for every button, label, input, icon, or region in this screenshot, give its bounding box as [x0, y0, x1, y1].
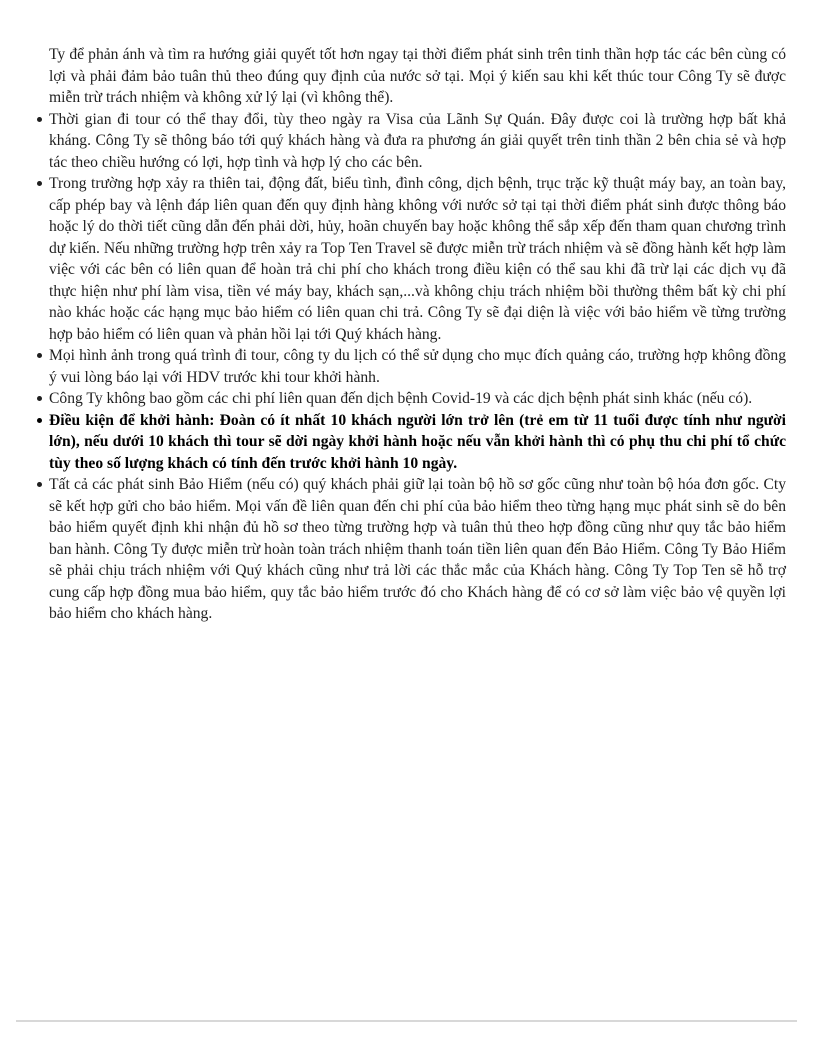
- bullet-icon: [37, 117, 42, 122]
- bullet-icon: [37, 181, 42, 186]
- bullet-icon: [37, 396, 42, 401]
- bullet-list: [49, 109, 786, 625]
- bullet-text: Tất cả các phát sinh Bảo Hiểm (nếu có) quý khách phải giữ lại toàn bộ hồ sơ gốc cũng như toàn bộ hóa đơn gốc. Cty sẽ kết hợp gửi cho bảo hiểm. Mọi vấn đề liên quan đến chi phí của bảo hiểm theo từng hạng mục phát sinh sẽ do bên bảo hiểm quyết định khi nhận đủ hồ sơ theo từng trường hợp và tuân thủ theo hợp đồng cũng như quy tắc bảo hiểm ban hành. Công Ty được miễn trừ hoàn toàn trách nhiệm thanh toán tiền liên quan đến Bảo Hiểm. Công Ty Bảo Hiểm sẽ phải chịu trách nhiệm với Quý khách cũng như trả lời các thắc mắc của Khách hàng. Công Ty Top Ten sẽ hỗ trợ cung cấp hợp đồng mua bảo hiểm, quy tắc bảo hiểm trước đó cho Khách hàng để có cơ sở làm việc bảo vệ quyền lợi bảo hiểm cho khách hàng.: [49, 476, 786, 622]
- bullet-text: Công Ty không bao gồm các chi phí liên quan đến dịch bệnh Covid-19 và các dịch bệnh phát sinh khác (nếu có).: [49, 390, 753, 407]
- intro-paragraph: Ty để phản ánh và tìm ra hướng giải quyết tốt hơn ngay tại thời điểm phát sinh trên tinh thần hợp tác các bên cùng có lợi và phải đảm bảo tuân thủ theo đúng quy định của nước sở tại. Mọi ý kiến sau khi kết thúc tour Công Ty sẽ được miễn trừ trách nhiệm và không xử lý lại (vì không thể).: [49, 46, 786, 106]
- document-body: [49, 44, 786, 625]
- bullet-icon: [37, 353, 42, 358]
- list-item: [49, 173, 786, 345]
- bullet-icon: [37, 482, 42, 487]
- bullet-text: Trong trường hợp xảy ra thiên tai, động đất, biểu tình, đình công, dịch bệnh, trục trặc kỹ thuật máy bay, an toàn bay, cấp phép bay và lệnh đáp liên quan đến quy định hàng không với nước sở tại tại thời điểm phát sinh được thông báo hoặc lý do thời tiết cũng dẫn đến phải dời, hủy, hoãn chuyến bay hoặc không thể sắp xếp đến tham quan chương trình dự kiến. Nếu những trường hợp trên xảy ra Top Ten Travel sẽ được miễn trừ trách nhiệm và sẽ đồng hành kết hợp làm việc với các bên có liên quan để hoàn trả chi phí cho khách trong điều kiện có thể sau khi đã trừ lại các dịch vụ đã thực hiện như phí làm visa, tiền vé máy bay, khách sạn,...và không chịu trách nhiệm bồi thường thêm bất kỳ chi phí nào khác hoặc các hạng mục bảo hiểm có liên quan chi trả. Công Ty sẽ đại diện là việc với bảo hiểm về từng trường hợp bảo hiểm có liên quan và phản hồi lại tới Quý khách hàng.: [49, 175, 786, 343]
- list-item: [49, 388, 786, 410]
- bullet-icon: [37, 418, 42, 423]
- footer-divider: [16, 1020, 797, 1022]
- list-item: [49, 474, 786, 625]
- bullet-text: Điều kiện để khởi hành: Đoàn có ít nhất 10 khách người lớn trở lên (trẻ em từ 11 tuổi được tính như người lớn), nếu dưới 10 khách thì tour sẽ dời ngày khởi hành hoặc nếu vẫn khởi hành thì có phụ thu chi phí tổ chức tùy theo số lượng khách có tính đến trước khởi hành 10 ngày.: [49, 411, 786, 472]
- bullet-text: Thời gian đi tour có thể thay đổi, tùy theo ngày ra Visa của Lãnh Sự Quán. Đây được coi là trường hợp bất khả kháng. Công Ty sẽ thông báo tới quý khách hàng và đưa ra phương án giải quyết trên tinh thần 2 bên chia sẻ và hợp tác theo chiều hướng có lợi, hợp tình và hợp lý cho các bên.: [49, 110, 786, 171]
- list-item: [49, 345, 786, 388]
- list-item-departure-conditions: [49, 410, 786, 475]
- bullet-text: Mọi hình ảnh trong quá trình đi tour, công ty du lịch có thể sử dụng cho mục đích quảng cáo, trường hợp không đồng ý vui lòng báo lại với HDV trước khi tour khởi hành.: [49, 347, 786, 386]
- list-item: [49, 109, 786, 174]
